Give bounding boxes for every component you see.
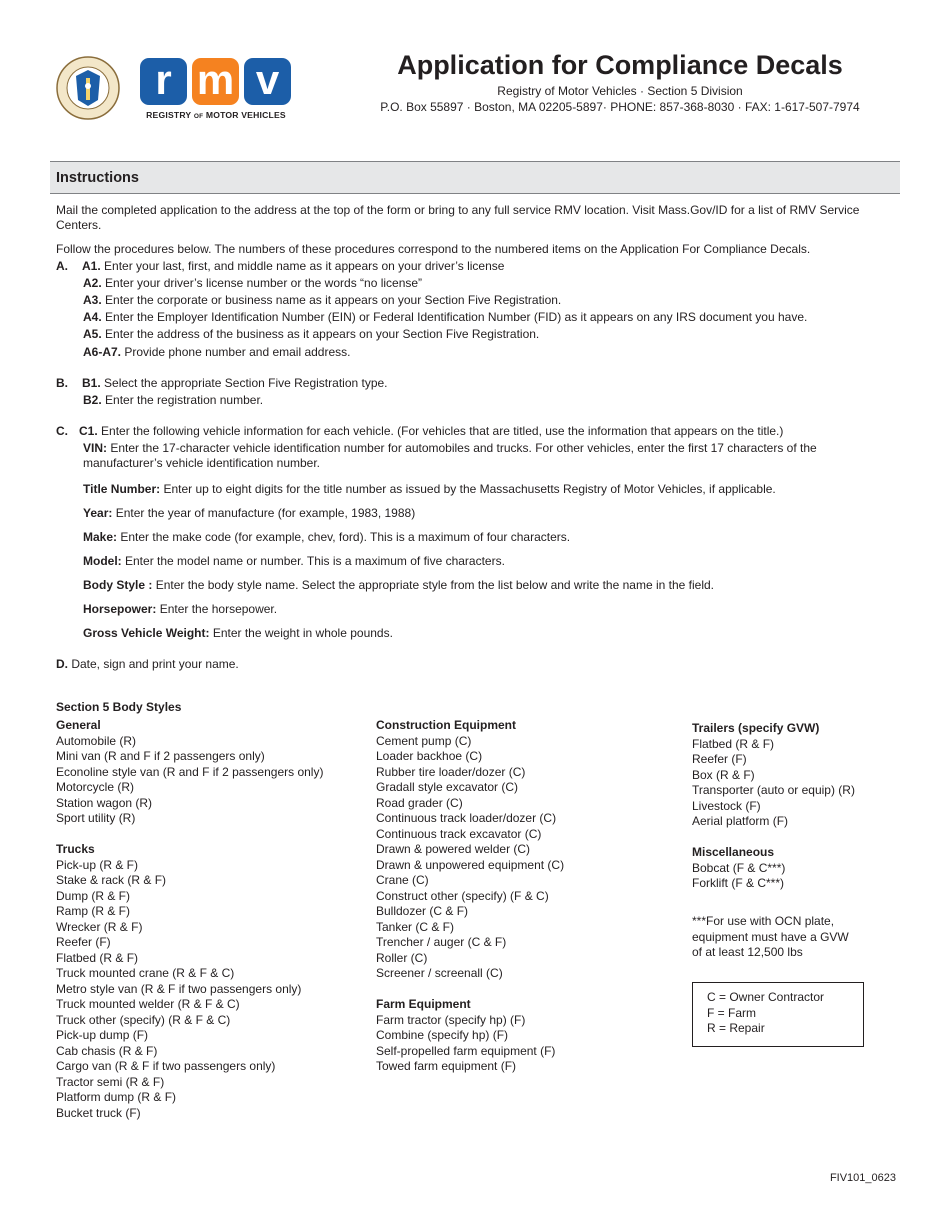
list-item: Reefer (F) [692,752,747,766]
farm-heading: Farm Equipment [376,997,471,1011]
list-item: Continuous track loader/dozer (C) [376,811,557,825]
instruction-year: Year: Enter the year of manufacture (for example, 1983, 1988) [83,506,416,520]
instruction-d: D. Date, sign and print your name. [56,657,239,671]
list-item: Bobcat (F & C***) [692,860,786,875]
footnote-line: equipment must have a GVW [692,929,849,944]
list-item: Tanker (C & F) [376,919,455,934]
list-item: Trencher / auger (C & F) [376,935,507,949]
list-item: Forklift (F & C***) [692,876,785,890]
division-line: Registry of Motor Vehicles · Section 5 Division [497,84,743,98]
list-item: Box (R & F) [692,767,755,782]
contact-line: P.O. Box 55897 · Boston, MA 02205-5897· PHONE: 857-368-8030 · FAX: 1-617-507-7974 [380,100,860,114]
instruction-a5: A5. Enter the address of the business as it appears on your Section Five Registration. [83,327,540,341]
list-item: Continuous track excavator (C) [376,826,542,841]
instruction-c1: C1. Enter the following vehicle information for each vehicle. (For vehicles that are titled, use the information that appears on the title.) [79,424,784,438]
footnote-line: ***For use with OCN plate, [692,914,835,928]
instruction-b2: B2. Enter the registration number. [83,393,264,407]
list-item: Aerial platform (F) [692,814,789,828]
list-item: Tractor semi (R & F) [56,1074,165,1089]
list-item: Self-propelled farm equipment (F) [376,1043,556,1058]
instruction-body-style: Body Style : Enter the body style name. Select the appropriate style from the list below and write the name in the field. [83,578,714,592]
list-item: Loader backhoe (C) [376,749,483,763]
follow-paragraph: Follow the procedures below. The numbers of these procedures correspond to the numbered items on the Application For Compliance Decals. [56,242,811,256]
massachusetts-seal [56,56,120,120]
list-item: Road grader (C) [376,795,463,810]
list-item: Bucket truck (F) [56,1105,141,1120]
list-item: Roller (C) [376,950,428,965]
section-b-letter: B. [56,376,68,390]
instruction-make: Make: Enter the make code (for example, chev, ford). This is a maximum of four characters. [83,530,571,544]
instruction-a3: A3. Enter the corporate or business name as it appears on your Section Five Registration. [83,293,562,307]
list-item: Livestock (F) [692,798,761,813]
list-item: Flatbed (R & F) [692,736,775,751]
rmv-logo-m: m [192,58,239,105]
list-item: Cement pump (C) [376,733,472,748]
list-item: Motorcycle (R) [56,780,135,794]
body-styles-heading: Section 5 Body Styles [56,700,182,714]
list-item: Dump (R & F) [56,888,131,903]
list-item: Econoline style van (R and F if 2 passengers only) [56,764,324,779]
intro-paragraph: Mail the completed application to the address at the top of the form or bring to any full service RMV location. Visit Mass.Gov/ID for a list of RMV Service Centers. [56,203,860,232]
instruction-a4: A4. Enter the Employer Identification Number (EIN) or Federal Identification Number (FID) as it appears on any IRS document you have. [83,310,808,324]
rmv-logo-caption: REGISTRY OF MOTOR VEHICLES [146,110,286,120]
body-styles-column-2 [376,718,564,1075]
list-item: Cab chasis (R & F) [56,1043,158,1058]
list-item: Mini van (R and F if 2 passengers only) [56,749,265,763]
section-a-letter: A. [56,259,68,273]
construction-heading: Construction Equipment [376,718,516,732]
list-item: Transporter (auto or equip) (R) [692,783,855,797]
page-title: Application for Compliance Decals [397,50,843,80]
instruction-b1: B1. Select the appropriate Section Five Registration type. [82,376,388,390]
list-item: Drawn & powered welder (C) [376,842,531,856]
misc-heading: Miscellaneous [692,845,775,859]
list-item: Towed farm equipment (F) [376,1059,517,1073]
instructions-header-bar [50,161,900,194]
body-styles-column-1 [56,718,323,1121]
instruction-horsepower: Horsepower: Enter the horsepower. [83,602,278,616]
list-item: Station wagon (R) [56,795,153,810]
instruction-model: Model: Enter the model name or number. This is a maximum of five characters. [83,554,505,568]
list-item: Stake & rack (R & F) [56,873,167,887]
list-item: Sport utility (R) [56,811,136,825]
form-code: FIV101_0623 [829,1172,896,1184]
legend-repair: R = Repair [707,1021,765,1035]
section-c-letter: C. [56,424,68,438]
list-item: Construct other (specify) (F & C) [376,888,549,903]
list-item: Truck other (specify) (R & F & C) [56,1012,231,1027]
list-item: Screener / screenall (C) [376,966,503,980]
list-item: Metro style van (R & F if two passengers only) [56,981,302,996]
list-item: Farm tractor (specify hp) (F) [376,1012,526,1027]
instruction-a1: A1. Enter your last, first, and middle name as it appears on your driver’s license [82,259,505,273]
list-item: Platform dump (R & F) [56,1090,177,1104]
instruction-gvw: Gross Vehicle Weight: Enter the weight in whole pounds. [83,626,393,640]
list-item: Flatbed (R & F) [56,950,139,965]
list-item: Pick-up dump (F) [56,1028,149,1042]
ocn-footnote [692,914,855,961]
list-item: Bulldozer (C & F) [376,904,469,918]
instruction-a6-a7: A6-A7. Provide phone number and email address. [83,345,351,359]
list-item: Automobile (R) [56,733,137,748]
rmv-logo [140,58,292,122]
instruction-vin: VIN: Enter the 17-character vehicle identification number for automobiles and trucks. For other vehicles, enter the first 17 characters of the manufacturer’s vehicle identification number. [83,441,817,470]
body-styles-column-3 [692,721,855,961]
rmv-logo-v: v [244,58,291,105]
list-item: Ramp (R & F) [56,904,131,918]
list-item: Drawn & unpowered equipment (C) [376,857,565,872]
legend-contractor: C = Owner Contractor [707,990,825,1004]
footnote-line: of at least 12,500 lbs [692,945,803,959]
list-item: Crane (C) [376,873,429,887]
general-heading: General [56,718,101,732]
list-item: Truck mounted welder (R & F & C) [56,997,240,1011]
legend-farm: F = Farm [707,1005,757,1020]
list-item: Truck mounted crane (R & F & C) [56,966,235,980]
instruction-a2: A2. Enter your driver’s license number or the words “no license” [83,276,423,290]
trailers-heading: Trailers (specify GVW) [692,721,820,735]
list-item: Pick-up (R & F) [56,857,139,872]
instruction-title-number: Title Number: Enter up to eight digits for the title number as issued by the Massachusetts Registry of Motor Vehicles, if applicable. [83,482,776,496]
rmv-logo-r: r [140,58,187,105]
list-item: Reefer (F) [56,935,111,949]
list-item: Gradall style excavator (C) [376,780,519,794]
list-item: Rubber tire loader/dozer (C) [376,764,526,779]
instructions-heading: Instructions [56,170,139,186]
list-item: Wrecker (R & F) [56,919,143,934]
list-item: Cargo van (R & F if two passengers only) [56,1059,276,1073]
trucks-heading: Trucks [56,842,95,856]
list-item: Combine (specify hp) (F) [376,1028,509,1042]
code-legend-box [692,982,864,1047]
